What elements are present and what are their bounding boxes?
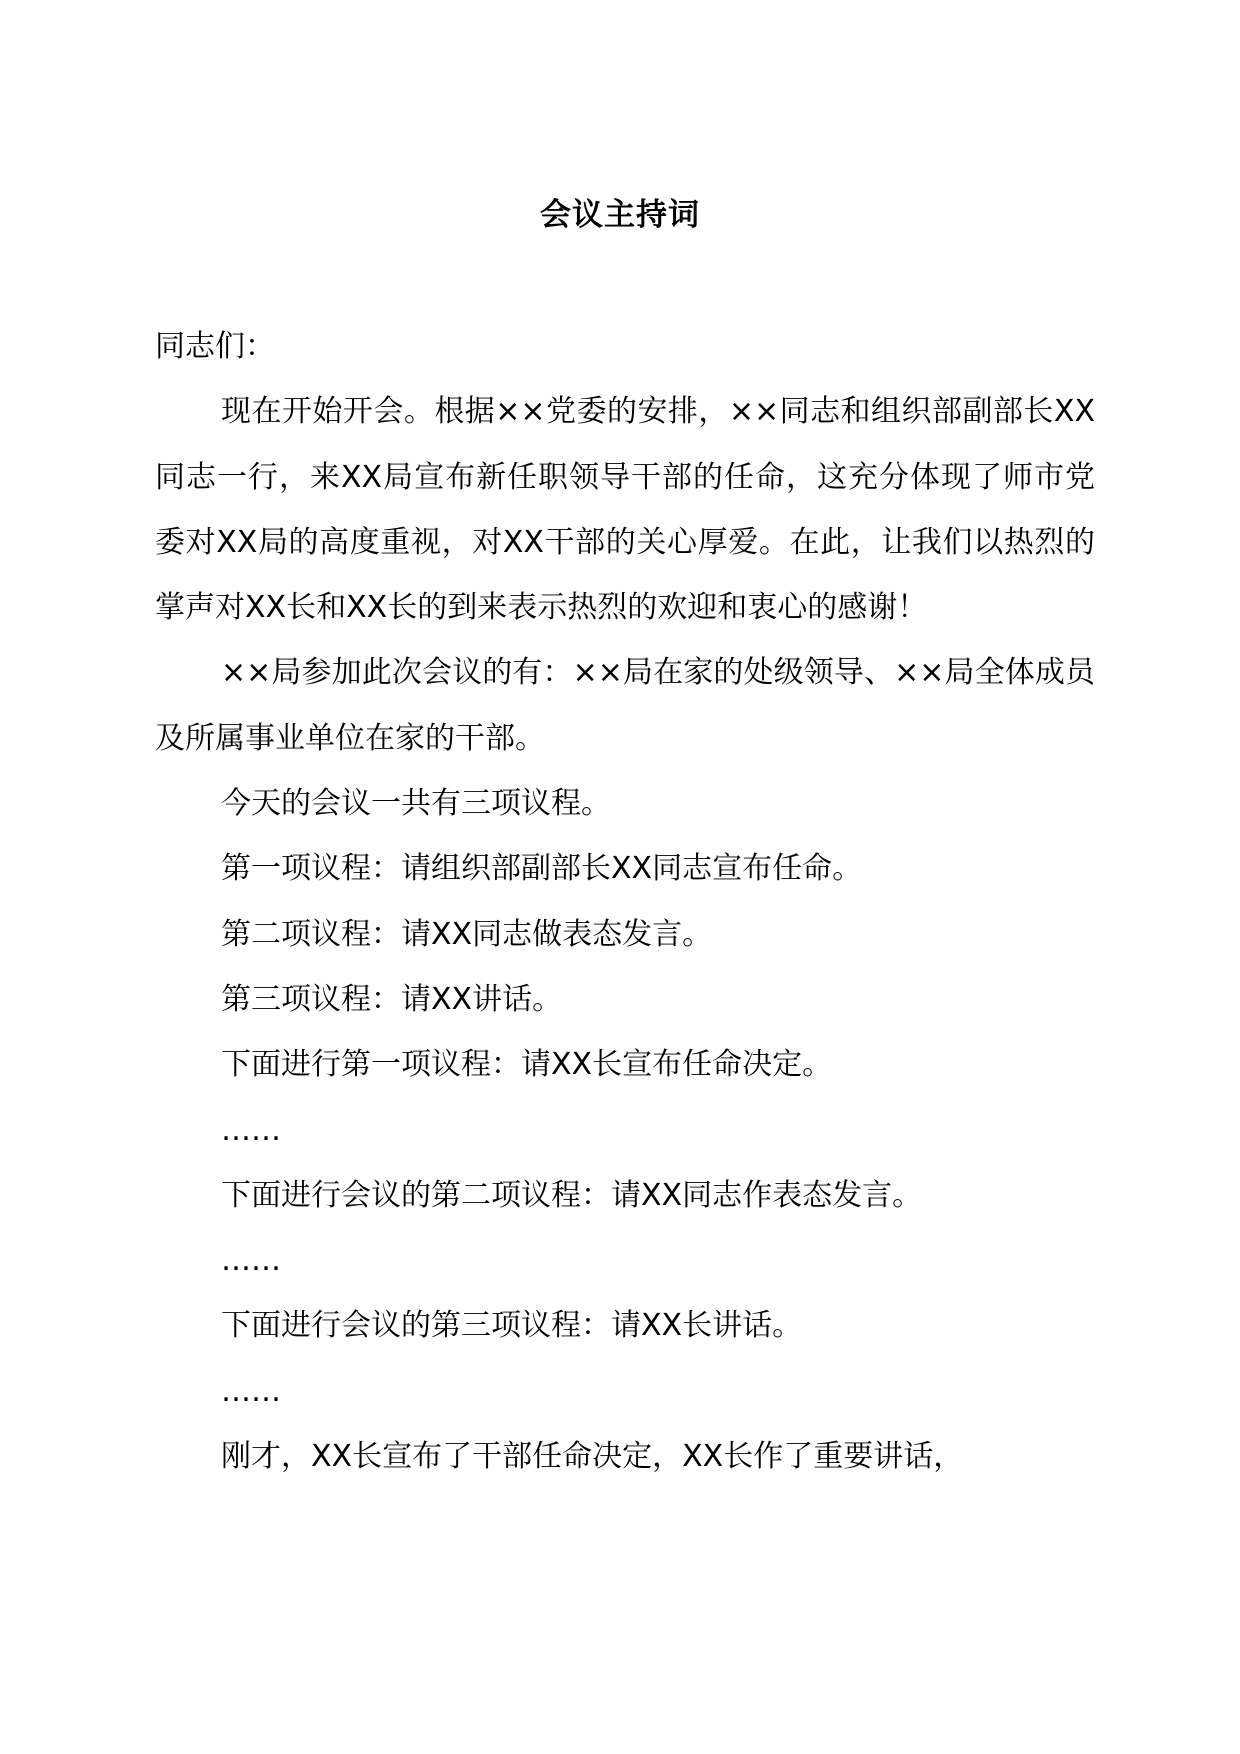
proceed-item-3: 下面进行会议的第三项议程：请XX长讲话。 [221, 1308, 803, 1344]
agenda-item-2: 第二项议程：请XX同志做表态发言。 [221, 916, 713, 952]
ellipsis: …… [221, 1373, 281, 1409]
paragraph-closing: 刚才，XX长宣布了干部任命决定，XX长作了重要讲话， [221, 1439, 964, 1475]
paragraph-attendees: ××局参加此次会议的有：××局在家的处级领导、××局全体成员及所属事业单位在家的干部。 [155, 655, 1095, 756]
salutation: 同志们： [155, 329, 275, 364]
agenda-item-3: 第三项议程：请XX讲话。 [221, 981, 563, 1017]
proceed-item-1: 下面进行第一项议程：请XX长宣布任命决定。 [221, 1047, 833, 1083]
document-body [155, 314, 1095, 1489]
ellipsis: …… [221, 1112, 281, 1148]
agenda-item-1: 第一项议程：请组织部副部长XX同志宣布任命。 [221, 851, 863, 887]
paragraph-agenda-count: 今天的会议一共有三项议程。 [221, 786, 611, 822]
document-title: 会议主持词 [540, 197, 700, 233]
proceed-item-2: 下面进行会议的第二项议程：请XX同志作表态发言。 [221, 1177, 923, 1213]
paragraph-opening: 现在开始开会。根据××党委的安排，××同志和组织部副部长XX同志一行，来XX局宣布新任职领导干部的任命，这充分体现了师市党委对XX局的高度重视，对XX干部的关心厚爱。在此，让我们以热烈的掌声对XX长和XX长的到来表示热烈的欢迎和衷心的感谢！ [155, 394, 1095, 626]
ellipsis: …… [221, 1243, 281, 1279]
